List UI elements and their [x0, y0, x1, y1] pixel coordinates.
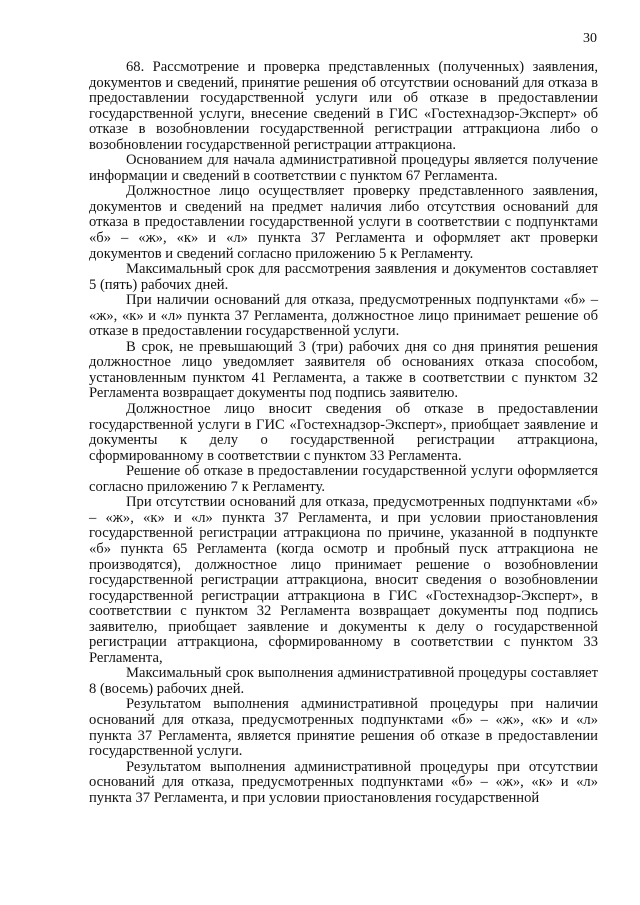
paragraph-result-refusal: Результатом выполнения административной процедуры при наличии оснований для отказа, предусмотренных подпунктами «б» – «ж», «к» и «л» пункта 37 Регламента, является принятие решения об отказе в предоставлении государственной услуги. [89, 696, 598, 760]
paragraph-refusal-form: Решение об отказе в предоставлении государственной услуги оформляется согласно приложению 7 к Регламенту. [89, 463, 598, 495]
paragraph-procedure-basis: Основанием для начала административной процедуры является получение информации и сведений в соответствии с пунктом 67 Регламента. [89, 152, 598, 184]
page-number: 30 [583, 31, 597, 46]
paragraph-refusal-decision: При наличии оснований для отказа, предусмотренных подпунктами «б» – «ж», «к» и «л» пункта 37 Регламента, должностное лицо принимает решение об отказе в предоставлении государственной услуги. [89, 292, 598, 340]
paragraph-document-check: Должностное лицо осуществляет проверку представленного заявления, документов и сведений на предмет наличия либо отсутствия оснований для отказа в предоставлении государственной услуги в соответствии с подпунктами «б» – «ж», «к» и «л» пункта 37 Регламента и оформляет акт проверки документов и сведений согласно приложению 5 к Регламенту. [89, 183, 598, 262]
document-body [89, 60, 598, 806]
paragraph-68-heading: 68. Рассмотрение и проверка представленных (полученных) заявления, документов и сведений, принятие решения об отсутствии оснований для отказа в предоставлении государственной услуги или об отказе в предоставлении государственной услуги, внесение сведений в ГИС «Гостехнадзор-Эксперт» об отказе в возобновлении государственной регистрации аттракциона либо о возобновлении государственной регистрации аттракциона. [89, 59, 598, 153]
paragraph-result-resumption: Результатом выполнения административной процедуры при отсутствии оснований для отказа, предусмотренных подпунктами «б» – «ж», «к» и «л» пункта 37 Регламента, и при условии приостановления государственной [89, 758, 598, 806]
paragraph-refusal-record: Должностное лицо вносит сведения об отказе в предоставлении государственной услуги в ГИС «Гостехнадзор-Эксперт», приобщает заявление и документы к делу о государственной регистрации аттракциона, сформированному в соответствии с пунктом 33 Регламента. [89, 401, 598, 464]
paragraph-refusal-notification: В срок, не превышающий 3 (три) рабочих дня со дня принятия решения должностное лицо уведомляет заявителя об основаниях отказа способом, установленным пунктом 41 Регламента, а также в соответствии с пунктом 32 Регламента возвращает документы под подпись заявителю. [89, 338, 598, 402]
paragraph-procedure-deadline: Максимальный срок выполнения административной процедуры составляет 8 (восемь) рабочих дней. [89, 665, 598, 697]
paragraph-registration-resumption: При отсутствии оснований для отказа, предусмотренных подпунктами «б» – «ж», «к» и «л» пункта 37 Регламента, и при условии приостановления государственной регистрации аттракциона по причине, указанной в подпункте «б» пункта 65 Регламента (когда осмотр и пробный пуск аттракциона не производятся), должностное лицо принимает решение о возобновлении государственной регистрации аттракциона, вносит сведения о возобновлении государственной регистрации аттракциона в ГИС «Гостехнадзор-Эксперт», в соответствии с пунктом 32 Регламента возвращает документы под подпись заявителю, приобщает заявление и документы к делу о государственной регистрации аттракциона, сформированному в соответствии с пунктом 33 Регламента, [89, 494, 598, 666]
paragraph-review-deadline: Максимальный срок для рассмотрения заявления и документов составляет 5 (пять) рабочих дней. [89, 261, 598, 293]
